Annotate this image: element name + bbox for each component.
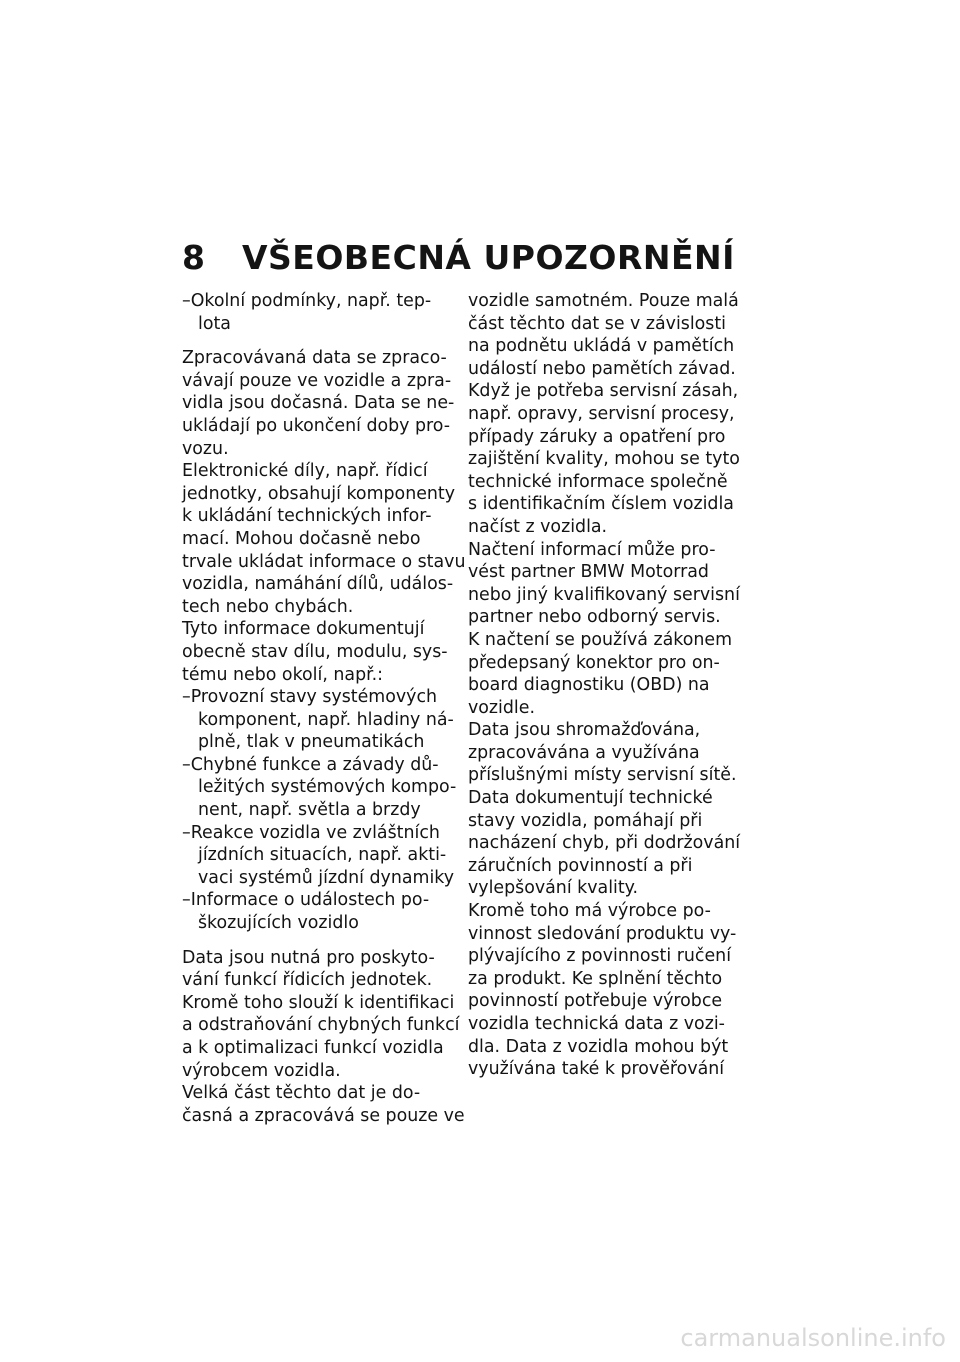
text-line: záručních povinností a při [468,855,693,876]
text-line: Data jsou nutná pro poskyto- [182,947,435,968]
list-item: –Chybné funkce a závady dů- [182,754,439,775]
text-line: lota [198,313,231,334]
text-line: k ukládání technických infor- [182,506,432,527]
text-line: vozidle samotném. Pouze malá [468,291,739,311]
text-line: s identifikačním číslem vozidla [468,494,734,515]
section-title: VŠEOBECNÁ UPOZORNĚNÍ [242,238,735,277]
text-line: nebo jiný kvalifikovaný servisní [468,584,740,605]
left-column [182,290,466,1127]
text-line: povinností potřebuje výrobce [468,991,723,1012]
text-line: Když je potřeba servisní zásah, [468,381,739,402]
text-line: předepsaný konektor pro on- [468,652,720,673]
text-line: příslušnými místy servisní sítě. [468,765,737,786]
text-line: board diagnostiku (OBD) na [468,675,710,696]
text-line: vozu. [182,438,229,459]
text-line: výrobcem vozidla. [182,1060,341,1081]
text-line: nacházení chyb, při dodržování [468,833,741,854]
text-line: zajištění kvality, mohou se tyto [468,449,740,470]
text-line: Data jsou shromažďována, [468,720,701,741]
list-item-continuation: nent, např. světla a brzdy [198,800,421,821]
text-line: případy záruky a opatření pro [468,426,726,447]
text-line: vinnost sledování produktu vy- [468,923,737,944]
text-line: načíst z vozidla. [468,516,608,537]
list-item-continuation: jízdních situacích, např. akti- [198,845,447,866]
text-line: např. opravy, servisní procesy, [468,403,735,424]
list-item-continuation: vaci systémů jízdní dynamiky [198,867,455,888]
text-line: vávají pouze ve vozidle a zpra- [182,370,452,391]
list-item-continuation: plně, tlak v pneumatikách [198,732,425,753]
text-line: vozidle. [468,697,535,718]
list-item: –Provozní stavy systémových [182,687,438,708]
text-line: vést partner BMW Motorrad [468,562,709,583]
text-line: tech nebo chybách. [182,596,354,617]
paragraph-gap [182,935,454,947]
section-number: 8 [182,238,206,277]
text-line: a k optimalizaci funkcí vozidla [182,1038,444,1058]
section-heading [182,238,735,277]
text-line: Velká část těchto dat je do- [182,1083,421,1104]
text-line: Tyto informace dokumentují [182,619,425,640]
list-item: –Reakce vozidla ve zvláštních [182,822,440,843]
text-line: vylepšování kvality. [468,878,639,899]
text-line: využívána také k prověřování [468,1059,725,1080]
text-line: zpracovávána a využívána [468,742,700,763]
text-line: Elektronické díly, např. řídicí [182,461,428,482]
list-item-continuation: škozujících vozidlo [198,913,359,934]
text-line: na podnětu ukládá v pamětích [468,336,735,357]
text-line: K načtení se používá zákonem [468,629,733,650]
text-line: stavy vozidla, pomáhají při [468,810,703,831]
text-line: mací. Mohou dočasně nebo [182,528,421,549]
text-line: plývajícího z povinnosti ručení [468,946,732,967]
list-item-continuation: komponent, např. hladiny ná- [198,709,454,730]
right-column [468,290,740,1081]
text-line: část těchto dat se v závislosti [468,313,727,334]
text-line: ukládají po ukončení doby pro- [182,415,451,436]
text-line: vání funkcí řídicích jednotek. [182,970,433,991]
text-line: Kromě toho slouží k identifikaci [182,992,455,1013]
watermark: carmanualsonline.info [680,1324,946,1352]
text-line: –Okolní podmínky, např. tep- [182,291,432,311]
text-line: dla. Data z vozidla mohou být [468,1036,729,1057]
text-line: za produkt. Ke splnění těchto [468,968,723,989]
text-line: trvale ukládat informace o stavu [182,551,466,572]
text-line: Zpracovávaná data se zpraco- [182,348,447,369]
text-line: technické informace společně [468,471,728,492]
text-line: a odstraňování chybných funkcí [182,1015,460,1036]
list-item: –Informace o událostech po- [182,890,430,911]
text-line: vozidla technická data z vozi- [468,1014,725,1034]
text-line: vozidla, namáhání dílů, událos- [182,574,454,595]
text-line: vidla jsou dočasná. Data se ne- [182,393,455,414]
text-line: jednotky, obsahují komponenty [182,483,456,504]
text-line: partner nebo odborný servis. [468,607,721,628]
text-line: tému nebo okolí, např.: [182,664,384,685]
text-line: obecně stav dílu, modulu, sys- [182,641,448,662]
text-line: Načtení informací může pro- [468,539,716,560]
list-item-continuation: ležitých systémových kompo- [198,777,457,798]
text-line: událostí nebo pamětích závad. [468,358,736,379]
paragraph-gap [182,335,454,347]
text-line: časná a zpracovává se pouze ve [182,1105,465,1126]
text-line: Data dokumentují technické [468,788,713,809]
text-line: Kromě toho má výrobce po- [468,901,711,922]
